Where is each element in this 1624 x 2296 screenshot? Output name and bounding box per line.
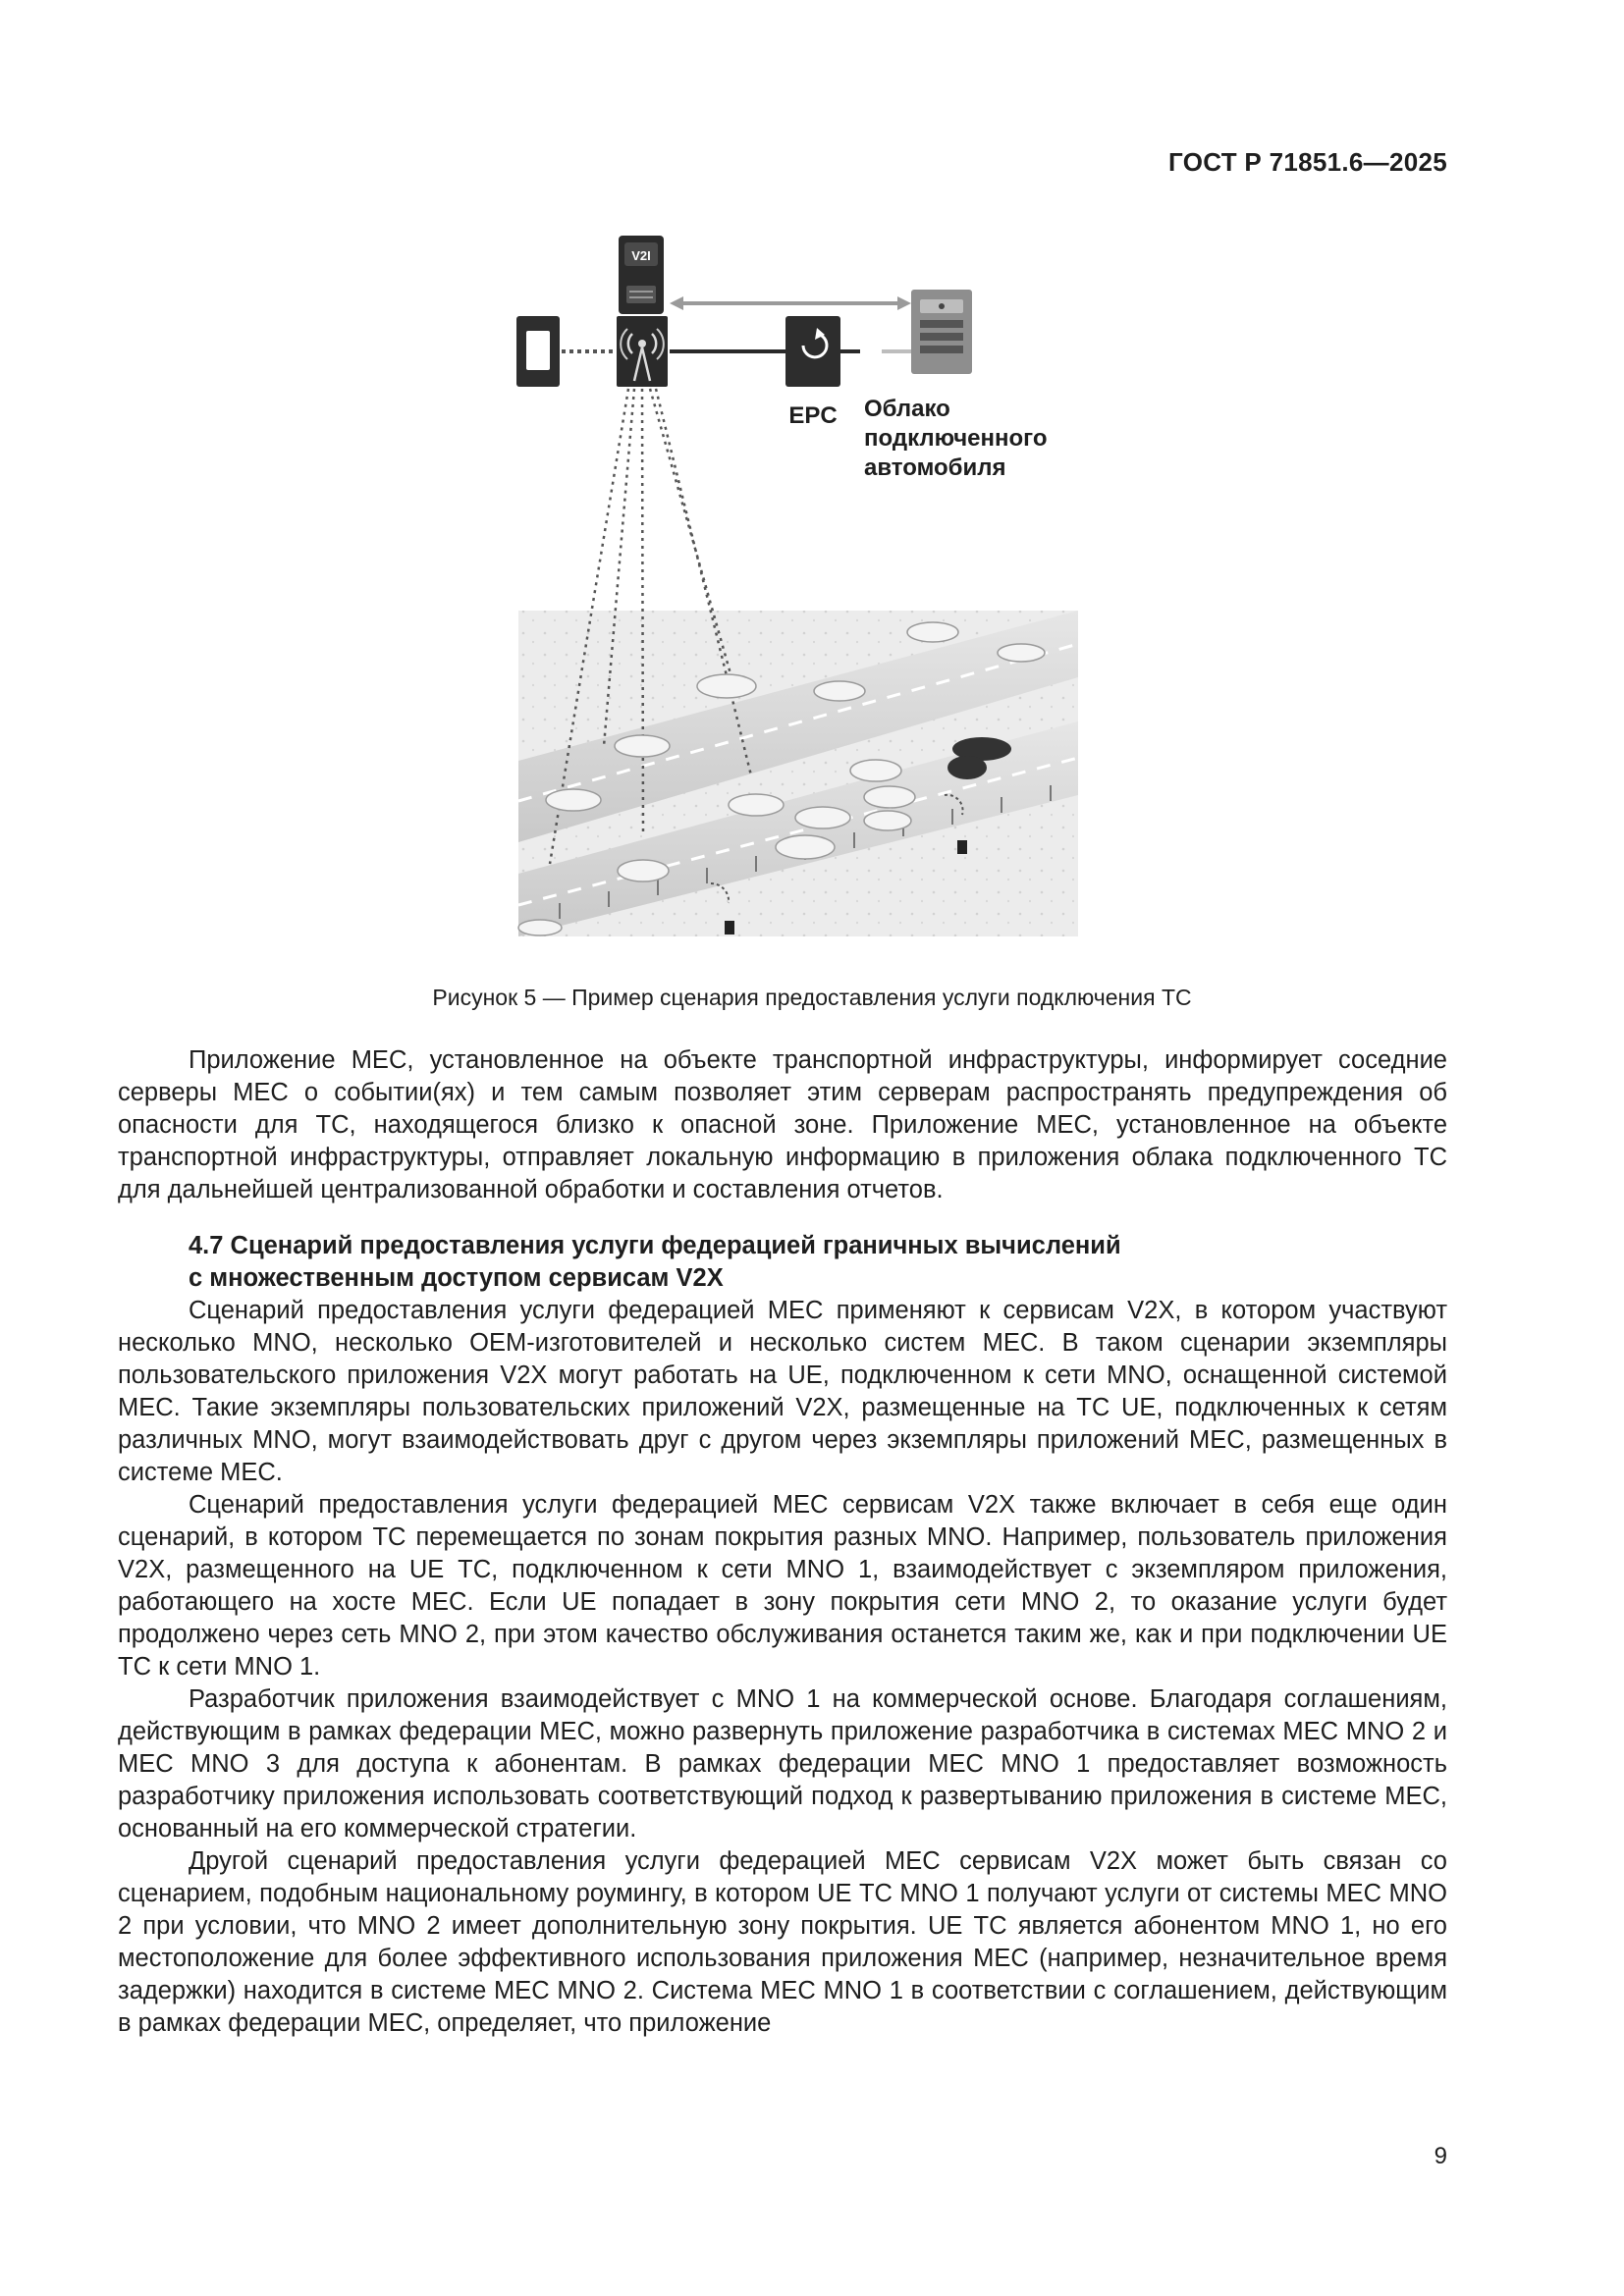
epc-icon: [785, 316, 840, 387]
paragraph-3: Сценарий предоставления услуги федерацией MEC сервисам V2X также включает в себя еще один сценарий, в котором ТС перемещается по зонам покрытия разных MNO. Например, пользователь приложения V2X, размещенного на UE ТС, подключенном к сети MNO 1, взаимодействует с экземпляром приложения, работающего на хосте MEC. Если UE попадает в зону покрытия сети MNO 2, то оказание услуги будет продолжено через сеть MNO 2, при этом качество обслуживания останется таким же, как и при подключении UE ТС к сети MNO 1.: [118, 1491, 1447, 1681]
cloud-label-line3: автомобиля: [864, 454, 1006, 481]
section-heading-line2: с множественным доступом сервисам V2X: [189, 1264, 724, 1292]
road-scene: [518, 611, 1078, 936]
cloud-label-line1: Облако: [864, 396, 950, 422]
document-header: ГОСТ Р 71851.6—2025: [1168, 147, 1447, 177]
page-number: 9: [1434, 2143, 1447, 2169]
smartphone-icon: [516, 316, 560, 387]
cloud-label-line2: подключенного: [864, 425, 1048, 452]
figure-5-diagram: [511, 226, 1080, 942]
section-heading-line1: 4.7 Сценарий предоставления услуги федерацией граничных вычислений: [189, 1232, 1121, 1259]
section-body: [118, 1295, 1447, 2040]
v2i-label: V2I: [631, 248, 651, 263]
v2i-roadside-unit-icon: [619, 236, 664, 314]
paragraph-5: Другой сценарий предоставления услуги федерацией MEC сервисам V2X может быть связан со сценарием, подобным национальному роумингу, в котором UE ТС MNO 1 получают услуги от системы MEC MNO 2 при условии, что MNO 2 имеет дополнительную зону покрытия. UE ТС является абонентом MNO 1, но его местоположение для более эффективного использования приложения MEC (например, незначительное время задержки) находится в системе MEC MNO 2. Система MEC MNO 1 в соответствии с соглашением, действующим в рамках федерации MEC, определяет, что приложение: [118, 1847, 1447, 2037]
section-heading-4-7: [189, 1230, 1269, 1295]
figure-caption: Рисунок 5 — Пример сценария предоставления услуги подключения ТС: [432, 985, 1192, 1010]
cloud-server-icon: [911, 290, 972, 374]
paragraph-1: Приложение MEC, установленное на объекте транспортной инфраструктуры, информирует соседние серверы MEC о событии(ях) и тем самым позволяет этим серверам распространять предупреждения об опасности для ТС, находящегося близко к опасной зоне. Приложение MEC, установленное на объекте транспортной инфраструктуры, отправляет локальную информацию в приложения облака подключенного ТС для дальнейшей централизованной обработки и составления отчетов.: [118, 1046, 1447, 1203]
antenna-icon: [617, 316, 668, 387]
paragraph-1-container: [118, 1044, 1447, 1206]
paragraph-4: Разработчик приложения взаимодействует с MNO 1 на коммерческой основе. Благодаря соглашениям, действующим в рамках федерации MEC, можно развернуть приложение разработчика в системах MEC MNO 2 и MEC MNO 3 для доступа к абонентам. В рамках федерации MEC MNO 1 предоставляет возможность разработчику приложения использовать соответствующий подход к развертыванию приложения в системе MEC, основанный на его коммерческой стратегии.: [118, 1685, 1447, 1842]
epc-label: EPC: [788, 402, 838, 429]
paragraph-2: Сценарий предоставления услуги федерацией MEC применяют к сервисам V2X, в котором участвуют несколько MNO, несколько OEM-изготовителей и несколько систем MEC. В таком сценарии экземпляры пользовательского приложения V2X могут работать на UE, подключенном к сети MNO, оснащенной системой MEC. Такие экземпляры пользовательских приложений V2X, размещенные на ТС UE, подключенных к сетям различных MNO, могут взаимодействовать друг с другом через экземпляры приложений MEC, размещенных в системе MEC.: [118, 1297, 1447, 1486]
